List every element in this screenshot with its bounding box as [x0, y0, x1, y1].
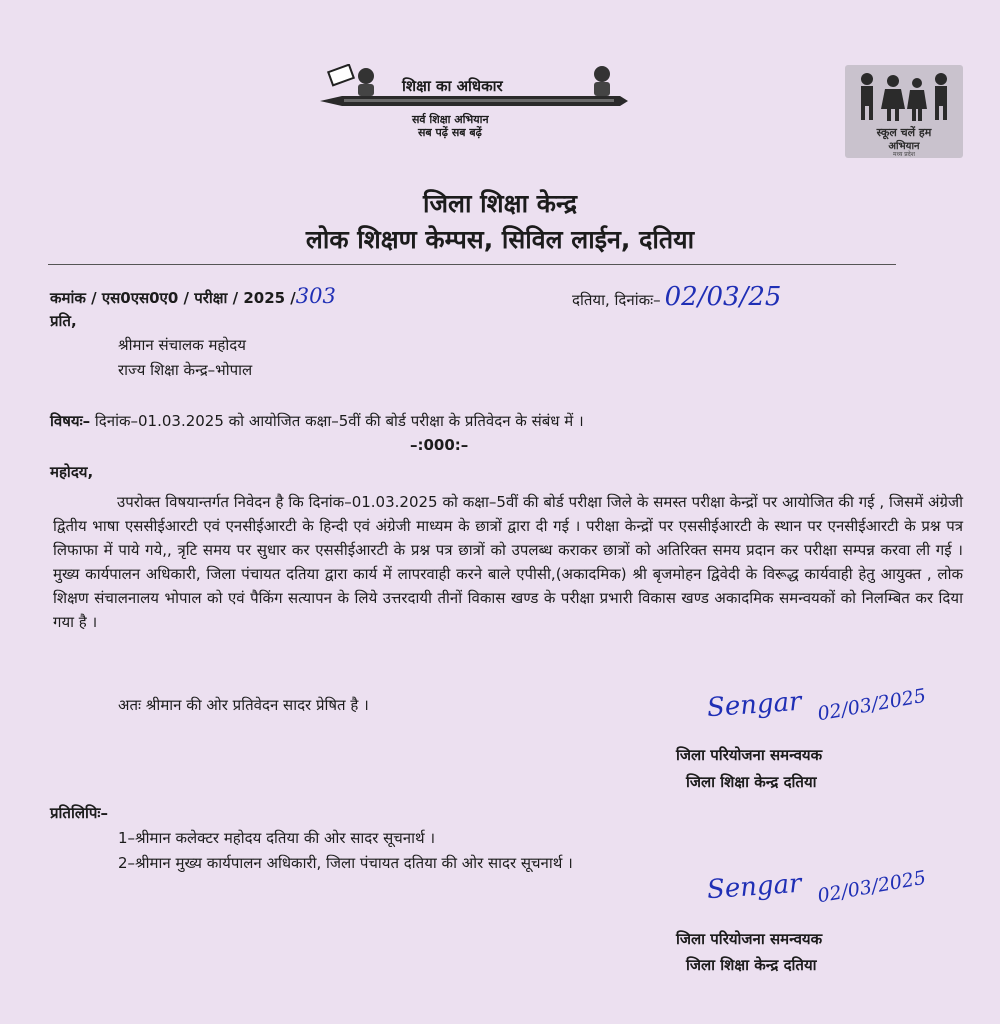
- subject-separator: –:000:–: [410, 436, 469, 454]
- handwritten-date: 02/03/25: [664, 282, 782, 312]
- subject-text: दिनांक–01.03.2025 को आयोजित कक्षा–5वीं की बोर्ड परीक्षा के प्रतिवेदन के संबंध में ।: [94, 412, 584, 430]
- children-group-icon: [853, 71, 957, 123]
- recipient-line2: राज्य शिक्षा केन्द्र–भोपाल: [118, 361, 253, 379]
- logo-campaign: सर्व शिक्षा अभियान: [412, 113, 489, 126]
- header-divider: [48, 264, 896, 265]
- logo-motto: सब पढ़ें सब बढ़ें: [418, 126, 482, 139]
- body-paragraph: उपरोक्त विषयान्तर्गत निवेदन है कि दिनांक–01.03.2025 को कक्षा–5वीं की बोर्ड परीक्षा जिले के समस्त परीक्षा केन्द्रों पर आयोजित की गई , जिसमें अंग्रेजी द्वितीय भाषा एससीईआरटी एवं एनसीईआरटी के हिन्दी एवं अंग्रेजी माध्यम के छात्रों द्वारा दी गई । परीक्षा केन्द्रों पर एससीईआरटी के स्थान पर एनसीईआरटी के प्रश्न पत्र लिफाफा में पाये गये,, त्रृटि समय पर सुधार कर एससीईआरटी के प्रश्न पत्र छात्रों को उपलब्ध कराकर छात्रों को अतिरिक्त समय प्रदान कर परीक्षा सम्पन्न करवा ली गई । मुख्य कार्यपालन अधिकारी, जिला पंचायत दतिया द्वारा कार्य में लापरवाही करने बाले एपीसी,(अकादमिक) श्री बृजमोहन द्विवेदी के विरूद्ध कार्यवाही हेतु आयुक्त , लोक शिक्षण संचालनालय भोपाल को एवं पैकिंग सत्यापन के लिये उत्तरदायी तीनों विकास खण्ड के परीक्षा प्रभारी विकास खण्ड अकादमिक समन्वयकों को निलम्बित कर दिया गया है ।: [53, 493, 963, 631]
- reference-number: [50, 284, 336, 308]
- sitting-child-icon: [582, 64, 622, 100]
- signatory-1-designation: जिला परियोजना समन्वयक: [676, 746, 823, 764]
- logo-right-line2: अभियान: [888, 141, 920, 152]
- closing-line: अतः श्रीमान की ओर प्रतिवेदन सादर प्रेषित है ।: [118, 696, 369, 714]
- copy-to-item-1: 1–श्रीमान कलेक्टर महोदय दतिया की ओर सादर सूचनार्थ ।: [118, 829, 436, 847]
- logo-right-line3: मध्य प्रदेश: [893, 151, 915, 158]
- reading-child-icon: [326, 64, 386, 100]
- recipient-line1: श्रीमान संचालक महोदय: [118, 336, 246, 354]
- place-and-date: [572, 282, 781, 312]
- logo-right-line1: स्कूल चलें हम: [876, 126, 932, 139]
- logo-slogan: शिक्षा का अधिकार: [402, 77, 503, 95]
- reference-handwritten-number: 303: [295, 284, 336, 308]
- copy-to-item-2: 2–श्रीमान मुख्य कार्यपालन अधिकारी, जिला पंचायत दतिया की ओर सादर सूचनार्थ ।: [118, 854, 573, 872]
- signature-2-date: 02/03/2025: [815, 866, 928, 908]
- signature-1-name: Sengar: [706, 686, 803, 724]
- signatory-1-office: जिला शिक्षा केन्द्र दतिया: [686, 773, 817, 791]
- shiksha-ka-adhikar-logo: [320, 64, 630, 144]
- to-label: प्रति,: [50, 312, 77, 330]
- subject-label: विषयः–: [50, 412, 91, 430]
- school-chalen-hum-logo: [845, 65, 963, 158]
- office-title: जिला शिक्षा केन्द्र: [423, 189, 577, 218]
- office-address: लोक शिक्षण केम्पस, सिविल लाईन, दतिया: [305, 225, 695, 254]
- signatory-2-designation: जिला परियोजना समन्वयक: [676, 930, 823, 948]
- signature-2-name: Sengar: [706, 868, 803, 906]
- copy-to-label: प्रतिलिपिः–: [50, 804, 108, 822]
- subject-line: [50, 411, 584, 431]
- reference-prefix: कमांक / एस0एस0ए0 / परीक्षा / 2025 /: [50, 289, 296, 307]
- place-label: दतिया, दिनांकः–: [572, 291, 661, 309]
- salutation: महोदय,: [50, 463, 94, 481]
- signature-1-date: 02/03/2025: [815, 684, 928, 726]
- signature-1: [705, 680, 975, 750]
- signature-2: [705, 862, 980, 932]
- signatory-2-office: जिला शिक्षा केन्द्र दतिया: [686, 956, 817, 974]
